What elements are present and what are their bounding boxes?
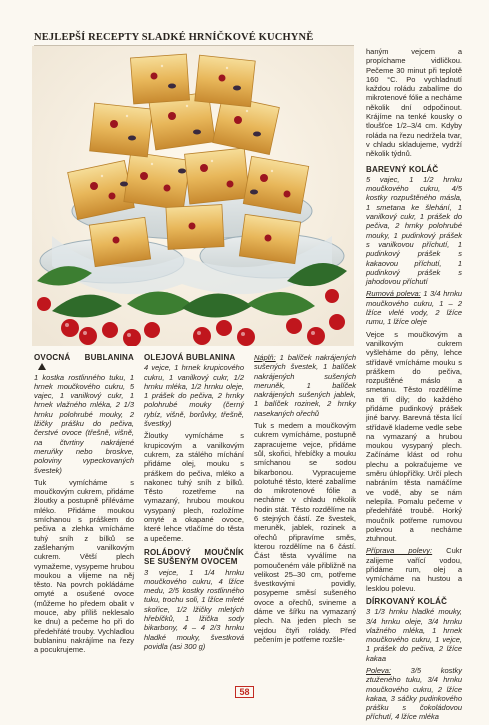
napln-ingredients: Náplň: 1 balíček nakrájených sušených švestek, 1 balíček nakrájených sušených meruněk, 1 balíček nakrájených sušených jablek, 1 balíček rozinek, 2 hrnky nasekaných ořechů: [254, 353, 356, 418]
rolady-title: ROLÁDOVÝ MOUČNÍK SE SUŠENÝM OVOCEM: [144, 547, 244, 567]
barevny-method: Vejce s moučkovým a vanilkovým cukrem vyšleháme do pěny, lehce střídavě vmícháme mouku s práškem do pečiva, rozpuštěné máslo a smetanu. Těsto rozdělíme na tři díly; do každého přidáme pudinkový prášek jiné barvy. Barevná těsta lící střídavě klademe vedle sebe na vymazaný a hrubou moukou vysypaný plech. Začínáme klást od rohu plechu a pokračujeme ve směru úhlopříčky. Určí plech nabráním těsta namáčíme ve vodě, aby se nám nelepila. Pomalu pečeme v předehřáté troubě. Horký moučník potřeme rumovou polevou a necháme ztuhnout.: [366, 329, 462, 544]
ovocna-method: Tuk vymícháme s moučkovým cukrem, přidáme žloutky a postupně přiléváme mléko. Přidáme moukou smíchanou s práškem do pečiva a zlehka vmícháme tuhý sníh z bílků se zašlehaným vanilkovým cukrem. Větší plech vymažeme, vysypeme hrubou moukou a vlijeme na něj těsto. Na povrch pokládáme omyté a osušené ovoce (můžeme ho předem obalit v mouce, aby příliš neklesalo ke dnu) a pečeme ho při do předehřáté trouby. Vychladlou bublaninu nakrájíme na řezy a pocukrujeme.: [34, 477, 134, 655]
page-header: NEJLEPŠÍ RECEPTY SLADKÉ HRNÍČKOVÉ KUCHYNĚ: [34, 32, 354, 46]
dirkovany-poleva: Poleva: 3/5 kostky ztuženého tuku, 3/4 hrnku moučkového cukru, 2 lžíce kakaa, 3 sáčky pudinkového prášku s čokoládovou příchutí, 4 lžíce mléka: [366, 666, 462, 722]
barevny-title: BAREVNÝ KOLÁČ: [366, 164, 439, 174]
barevny-ingredients: 5 vajec, 1 1/2 hrnku moučkového cukru, 4/5 kostky rozpuštěného másla, 1 smetana ke šlehání, 1 vanilkový cukr, 1 prášek do pečiva, 2 hrnky polohrubé mouky, 1 pudinkový prášek s vanilkovou příchutí, 1 pudinkový prášek s kakaovou příchutí, 1 pudinkový prášek s jahodovou příchutí: [366, 174, 462, 287]
right-column: [366, 47, 462, 725]
roll-continuation-text: haným vejcem a propíchame vidličkou. Pečeme 30 minut při teplotě 160 °C. Po vychladnutí každou roládu zabalíme do mikrotenové fólie a necháme několik dní odpočinout. Krájíme na tenké kousky o tloušťce 1/2–3/4 cm. Kdyby roláda na řezu nedržela tvar, v chladu skladujeme, vydrží několik týdnů.: [366, 47, 462, 159]
dirkovany-ingredients: 3 1/3 hrnku hladké mouky, 3/4 hrnku oleje, 3/4 hrnku vlažného mléka, 1 hrnek moučkového cukru, 1 vejce, 1 prášek do pečiva, 2 lžíce kakaa: [366, 607, 462, 663]
triangle-icon: [38, 363, 46, 370]
barevny-priprava: Příprava polevy: Cukr zalijeme vařící vodou, přidáme rum, olej a vymícháme na hustou a lesklou polevu.: [366, 546, 462, 593]
column-3: [254, 353, 356, 647]
olejova-method: Žloutky vymícháme s krupicovým a vanilkovým cukrem, za stálého míchání přidáme olej, mouku s práškem do pečiva, mléko a nakonec tuhý sníh z bílků. Těsto rozetřeme na vymazaný, hrubou moukou vysypaný plech, rozložíme omyté a okapané ovoce, které lehce vtlačíme do těsta a upečeme.: [144, 431, 244, 543]
olejova-ingredients: 4 vejce, 1 hrnek krupicového cukru, 1 vanilkový cukr, 1/2 hrnku mléka, 1/2 hrnku oleje, 1 prášek do pečiva, 2 hrnky polohrubé mouky (černý rybíz, višně, borůvky, třešně, švestky): [144, 363, 244, 429]
ovocna-title: OVOCNÁ BUBLANINA: [34, 353, 134, 372]
rolady-method: Tuk s medem a moučkovým cukrem vymícháme, postupně zapracujeme vejce, přidáme sůl, skořici, hřebíčky a mouku smíchanou se sodou bikarbonou. Vypracujeme polotuhé těsto, které zabalíme do mikrotenové fólie a necháme v chladu několik hodin stát. Těsto rozdělíme na 6 stejných částí. Ze švestek, meruněk, jablek, rozinek a ořechů připravíme směs, kterou rozdělíme na 6 částí. Část těsta vyválíme na pomoučeném vále přibližně na velikost 25–30 cm, potřeme švestkovými povidly, posypeme směsí sušeného ovoce a ořechů, svineme a dáme ve šířku na vymazaný plech. Na jeden plech se vejdou čtyři rolády. Před pečením je potřeme rozšle-: [254, 421, 356, 644]
page-number: 58: [0, 687, 489, 697]
dirkovany-title: DÍRKOVANÝ KOLÁČ: [366, 596, 448, 606]
ovocna-ingredients: 1 kostka rostlinného tuku, 1 hrnek moučkového cukru, 5 vajec, 1 vanilkový cukr, 1 hrnek vlažného mléka, 2 1/3 hrnku polohrubé mouky, 2 lžičky prášku do pečiva, čerstvé ovoce (třešně, višně, na čtvrtiny nakrájené meruňky nebo broskve, poloviny vypeckovaných švestek): [34, 372, 134, 475]
barevny-poleva: Rumová poleva: 1 3/4 hrnku moučkového cukru, 1 – 2 lžíce vlelé vody, 2 lžíce rumu, 1 lžíce oleje: [366, 289, 462, 327]
cake-photo: [32, 46, 354, 346]
column-2: [144, 353, 244, 654]
olejova-title: OLEJOVÁ BUBLANINA: [144, 353, 236, 362]
column-1: [34, 353, 134, 658]
rolady-ingredients: 3 vejce, 1 1/4 hrnku moučkového cukru, 4 lžíce medu, 2/5 kostky rostlinného tuku, trochu soli, 1 lžíce mleté skořice, 1/2 lžičky mletých hřebíčků, 1 lžička sody bikarbony, 4 – 4 2/3 hrnku hladké mouky, švestková povidla (asi 300 g): [144, 567, 244, 651]
